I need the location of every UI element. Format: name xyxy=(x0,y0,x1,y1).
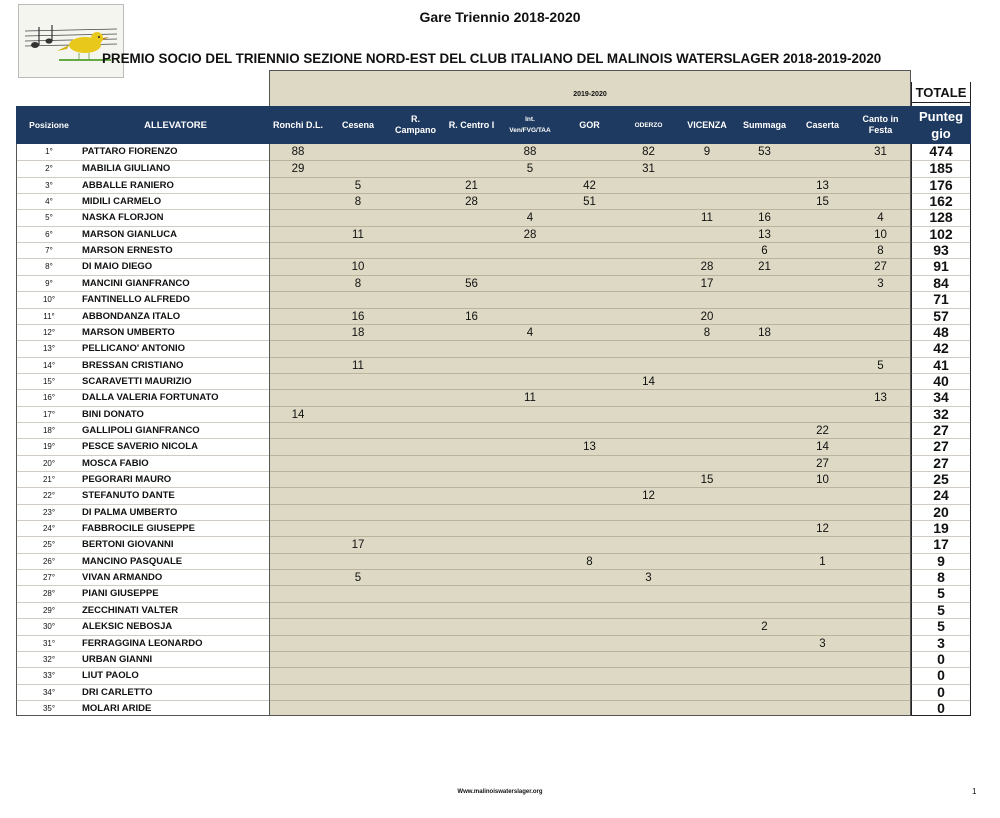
score-cell: 88 xyxy=(291,146,305,158)
table-row xyxy=(16,471,971,488)
total-cell: 3 xyxy=(937,634,945,651)
breeder-name: VIVAN ARMANDO xyxy=(82,572,163,584)
breeder-name: PELLICANO' ANTONIO xyxy=(82,343,186,355)
score-cell: 12 xyxy=(816,523,829,536)
table-row xyxy=(16,160,971,177)
total-cell: 0 xyxy=(937,699,945,716)
total-cell: 48 xyxy=(933,323,949,340)
breeder-name: DI MAIO DIEGO xyxy=(82,261,153,273)
breeder-name: PIANI GIUSEPPE xyxy=(82,588,159,600)
table-row xyxy=(16,291,971,308)
breeder-name: URBAN GIANNI xyxy=(82,653,153,665)
col-posizione: Posizione xyxy=(29,119,69,130)
rank-cell: 15° xyxy=(42,376,56,386)
table-row xyxy=(16,569,971,586)
breeder-name: DI PALMA UMBERTO xyxy=(82,506,178,518)
col-event-1: Ronchi D.L. xyxy=(273,119,323,130)
rank-cell: 16° xyxy=(42,393,56,403)
table-row xyxy=(16,667,971,684)
breeder-name: FERRAGGINA LEONARDO xyxy=(82,637,203,649)
total-cell: 93 xyxy=(933,242,949,259)
main-title: PREMIO SOCIO DEL TRIENNIO SEZIONE NORD-EST DEL CLUB ITALIANO DEL MALINOIS WATERSLAGER 2018-2019-2020 xyxy=(102,51,882,66)
score-cell: 20 xyxy=(700,310,714,323)
total-cell: 0 xyxy=(937,667,945,684)
score-cell: 15 xyxy=(700,474,714,486)
score-cell: 16 xyxy=(351,310,365,323)
total-cell: 5 xyxy=(937,585,945,602)
score-cell: 10 xyxy=(351,261,365,274)
breeder-name: ABBALLE RANIERO xyxy=(82,179,174,191)
breeder-name: MIDILI CARMELO xyxy=(82,196,162,208)
score-cell: 13 xyxy=(816,179,829,192)
col-event-10: Caserta xyxy=(805,119,840,130)
col-event-9: Summaga xyxy=(742,119,786,130)
col-event-6: GOR xyxy=(579,119,600,130)
score-cell: 17 xyxy=(700,277,714,290)
score-cell: 82 xyxy=(642,146,655,158)
col-event-2: Cesena xyxy=(341,119,375,130)
total-cell: 32 xyxy=(933,405,949,422)
page-number: 1 xyxy=(972,787,977,796)
total-cell: 71 xyxy=(933,291,949,308)
col-event-5: Int. Ven/FVG/TAA xyxy=(509,116,551,134)
score-cell: 18 xyxy=(758,326,771,339)
breeder-name: DRI CARLETTO xyxy=(82,686,153,698)
score-cell: 13 xyxy=(758,228,771,241)
score-cell: 3 xyxy=(819,637,826,650)
score-cell: 31 xyxy=(642,163,655,176)
breeder-name: MOSCA FABIO xyxy=(82,457,149,469)
score-cell: 6 xyxy=(761,245,768,258)
breeder-name: ABBONDANZA ITALO xyxy=(82,310,181,322)
total-cell: 8 xyxy=(937,569,945,586)
score-cell: 8 xyxy=(703,326,711,339)
total-cell: 91 xyxy=(933,258,949,275)
total-cell: 0 xyxy=(937,683,945,700)
score-cell: 88 xyxy=(523,146,537,158)
score-cell: 5 xyxy=(354,179,362,192)
table-row xyxy=(16,602,971,619)
total-cell: 19 xyxy=(933,520,949,537)
rank-cell: 18° xyxy=(42,425,56,435)
score-cell: 28 xyxy=(700,261,714,274)
score-cell: 27 xyxy=(816,457,829,470)
table-row xyxy=(16,193,971,210)
score-cell: 18 xyxy=(351,326,365,339)
table-row xyxy=(16,275,971,292)
breeder-name: SCARAVETTI MAURIZIO xyxy=(82,375,192,387)
rank-cell: 12° xyxy=(42,327,56,337)
table-row xyxy=(16,700,971,717)
rank-cell: 35° xyxy=(42,703,56,713)
score-cell: 42 xyxy=(583,179,596,192)
score-cell: 31 xyxy=(874,146,887,158)
breeder-name: LIUT PAOLO xyxy=(82,670,139,682)
score-cell: 11 xyxy=(352,359,364,372)
table-row xyxy=(16,684,971,701)
breeder-name: PATTARO FIORENZO xyxy=(82,146,178,157)
breeder-name: BRESSAN CRISTIANO xyxy=(82,359,184,371)
total-cell: 162 xyxy=(929,193,953,210)
table-row xyxy=(16,635,971,652)
table-row xyxy=(16,406,971,423)
total-cell: 176 xyxy=(929,176,953,193)
breeder-name: PEGORARI MAURO xyxy=(82,474,172,485)
year-band: 2019-2020 xyxy=(573,91,607,98)
score-cell: 11 xyxy=(524,392,536,405)
table-row xyxy=(16,340,971,357)
totale-label: TOTALE xyxy=(911,84,971,103)
total-cell: 0 xyxy=(937,650,945,667)
breeder-name: ALEKSIC NEBOSJA xyxy=(82,621,173,633)
total-cell: 9 xyxy=(937,552,945,569)
col-event-4: R. Centro I xyxy=(448,119,495,130)
breeder-name: DALLA VALERIA FORTUNATO xyxy=(82,392,219,404)
score-cell: 8 xyxy=(877,245,884,258)
col-event-3: R. Campano xyxy=(394,114,436,135)
table-row xyxy=(16,209,971,226)
table-row xyxy=(16,585,971,602)
canary-bird-music-logo xyxy=(19,5,123,77)
total-cell: 24 xyxy=(933,487,949,504)
rank-cell: 11° xyxy=(43,311,55,321)
score-cell: 11 xyxy=(352,228,364,241)
score-cell: 21 xyxy=(465,179,478,192)
breeder-name: FABBROCILE GIUSEPPE xyxy=(82,523,195,535)
total-cell: 34 xyxy=(933,389,949,406)
table-row xyxy=(16,373,971,390)
table-row xyxy=(16,258,971,275)
score-cell: 53 xyxy=(758,146,771,158)
table-row xyxy=(16,357,971,374)
score-cell: 4 xyxy=(877,212,884,225)
score-cell: 13 xyxy=(874,392,887,405)
score-cell: 1 xyxy=(819,555,826,568)
table-row xyxy=(16,455,971,472)
table-row xyxy=(16,553,971,570)
col-allevatore: ALLEVATORE xyxy=(144,119,207,131)
breeder-name: BERTONI GIOVANNI xyxy=(82,539,174,551)
score-cell: 27 xyxy=(874,261,887,274)
score-cell: 28 xyxy=(523,228,537,241)
total-cell: 27 xyxy=(933,438,949,455)
breeder-name: GALLIPOLI GIANFRANCO xyxy=(82,424,200,436)
logo xyxy=(18,4,124,78)
rank-cell: 5° xyxy=(45,213,53,223)
rank-cell: 1° xyxy=(45,147,53,156)
rank-cell: 29° xyxy=(42,605,56,615)
rank-cell: 24° xyxy=(42,524,56,534)
total-cell: 42 xyxy=(933,340,949,357)
score-cell: 21 xyxy=(758,261,771,274)
rank-cell: 9° xyxy=(45,278,53,288)
rank-cell: 2° xyxy=(45,164,53,174)
total-cell: 57 xyxy=(933,307,949,324)
table-row xyxy=(16,487,971,504)
breeder-name: ZECCHINATI VALTER xyxy=(82,604,179,616)
rank-cell: 3° xyxy=(45,180,53,190)
table-row xyxy=(16,438,971,455)
rank-cell: 7° xyxy=(45,246,53,256)
breeder-name: STEFANUTO DANTE xyxy=(82,490,175,502)
total-cell: 41 xyxy=(933,356,949,373)
total-cell: 102 xyxy=(929,225,953,242)
score-cell: 10 xyxy=(816,474,829,486)
score-cell: 28 xyxy=(465,196,478,209)
score-cell: 5 xyxy=(354,572,362,585)
rank-cell: 20° xyxy=(42,458,56,468)
score-cell: 9 xyxy=(703,146,711,158)
score-cell: 4 xyxy=(526,326,534,339)
score-cell: 8 xyxy=(586,555,593,568)
total-cell: 40 xyxy=(933,372,949,389)
breeder-name: MARSON UMBERTO xyxy=(82,326,175,338)
table-row xyxy=(16,422,971,439)
rank-cell: 22° xyxy=(42,491,56,501)
doc-title: Gare Triennio 2018-2020 xyxy=(419,9,581,25)
rank-cell: 28° xyxy=(42,589,56,599)
rank-cell: 33° xyxy=(42,671,56,681)
rank-cell: 31° xyxy=(42,638,56,648)
total-cell: 185 xyxy=(929,160,953,177)
rank-cell: 21° xyxy=(42,475,56,484)
table-row xyxy=(16,177,971,194)
rank-cell: 19° xyxy=(42,442,56,452)
breeder-name: MOLARI ARIDE xyxy=(82,702,152,714)
breeder-name: MABILIA GIULIANO xyxy=(82,163,171,175)
score-cell: 16 xyxy=(465,310,478,323)
score-cell: 4 xyxy=(526,212,534,225)
rank-cell: 10° xyxy=(42,295,56,305)
breeder-name: BINI DONATO xyxy=(82,408,144,420)
score-cell: 3 xyxy=(645,572,652,585)
breeder-name: MANCINO PASQUALE xyxy=(82,555,183,567)
rank-cell: 14° xyxy=(42,360,56,370)
table-row xyxy=(16,389,971,406)
rank-cell: 4° xyxy=(45,197,53,207)
table-row xyxy=(16,144,971,160)
breeder-name: NASKA FLORJON xyxy=(82,212,164,224)
total-cell: 25 xyxy=(933,471,949,487)
table-row xyxy=(16,618,971,635)
total-cell: 84 xyxy=(933,274,949,291)
table-row xyxy=(16,226,971,243)
score-cell: 5 xyxy=(526,163,534,176)
rank-cell: 30° xyxy=(42,622,56,632)
breeder-name: FANTINELLO ALFREDO xyxy=(82,294,190,306)
score-cell: 8 xyxy=(354,196,362,209)
total-cell: 5 xyxy=(937,601,945,618)
total-cell: 27 xyxy=(933,454,949,471)
rank-cell: 32° xyxy=(42,654,56,664)
table-row xyxy=(16,308,971,325)
score-cell: 5 xyxy=(877,359,884,372)
total-cell: 17 xyxy=(933,536,949,553)
score-cell: 17 xyxy=(351,539,365,552)
rank-cell: 6° xyxy=(45,229,53,239)
score-cell: 56 xyxy=(465,277,478,290)
score-cell: 51 xyxy=(583,196,596,209)
score-cell: 11 xyxy=(701,212,713,225)
col-punteggio: Punteg gio xyxy=(911,106,971,144)
table-row xyxy=(16,504,971,521)
rank-cell: 26° xyxy=(42,556,56,566)
breeder-name: PESCE SAVERIO NICOLA xyxy=(82,441,198,453)
rank-cell: 23° xyxy=(42,507,56,517)
rank-cell: 17° xyxy=(42,409,56,419)
score-cell: 2 xyxy=(761,621,768,634)
breeder-name: MARSON ERNESTO xyxy=(82,245,173,257)
total-cell: 27 xyxy=(933,421,949,438)
score-cell: 29 xyxy=(291,163,305,176)
footer-website: Www.malinoiswaterslager.org xyxy=(457,789,543,795)
rank-cell: 8° xyxy=(45,262,53,272)
breeder-name: MARSON GIANLUCA xyxy=(82,228,177,240)
col-event-7: ODERZO xyxy=(634,121,663,129)
score-cell: 8 xyxy=(354,277,362,290)
rank-cell: 13° xyxy=(42,344,56,354)
table-row xyxy=(16,536,971,553)
table-row xyxy=(16,324,971,341)
table-row xyxy=(16,520,971,537)
score-cell: 10 xyxy=(874,228,887,241)
score-cell: 22 xyxy=(816,424,829,437)
col-event-11: Canto in Festa xyxy=(862,114,899,135)
total-cell: 128 xyxy=(929,209,953,226)
table-row xyxy=(16,651,971,668)
score-cell: 3 xyxy=(877,277,884,290)
rank-cell: 34° xyxy=(42,687,56,697)
score-cell: 14 xyxy=(816,441,829,454)
col-event-8: VICENZA xyxy=(687,119,727,130)
score-cell: 14 xyxy=(291,408,305,421)
breeder-name: MANCINI GIANFRANCO xyxy=(82,277,190,289)
score-cell: 15 xyxy=(816,196,829,209)
total-cell: 5 xyxy=(937,618,945,635)
score-cell: 14 xyxy=(642,375,655,388)
rank-cell: 27° xyxy=(42,573,56,583)
table-row xyxy=(16,242,971,259)
rank-cell: 25° xyxy=(42,540,56,550)
total-cell: 20 xyxy=(933,503,949,520)
score-cell: 13 xyxy=(583,441,596,454)
score-cell: 16 xyxy=(758,212,771,225)
score-cell: 12 xyxy=(642,490,655,503)
total-cell: 474 xyxy=(929,143,953,159)
